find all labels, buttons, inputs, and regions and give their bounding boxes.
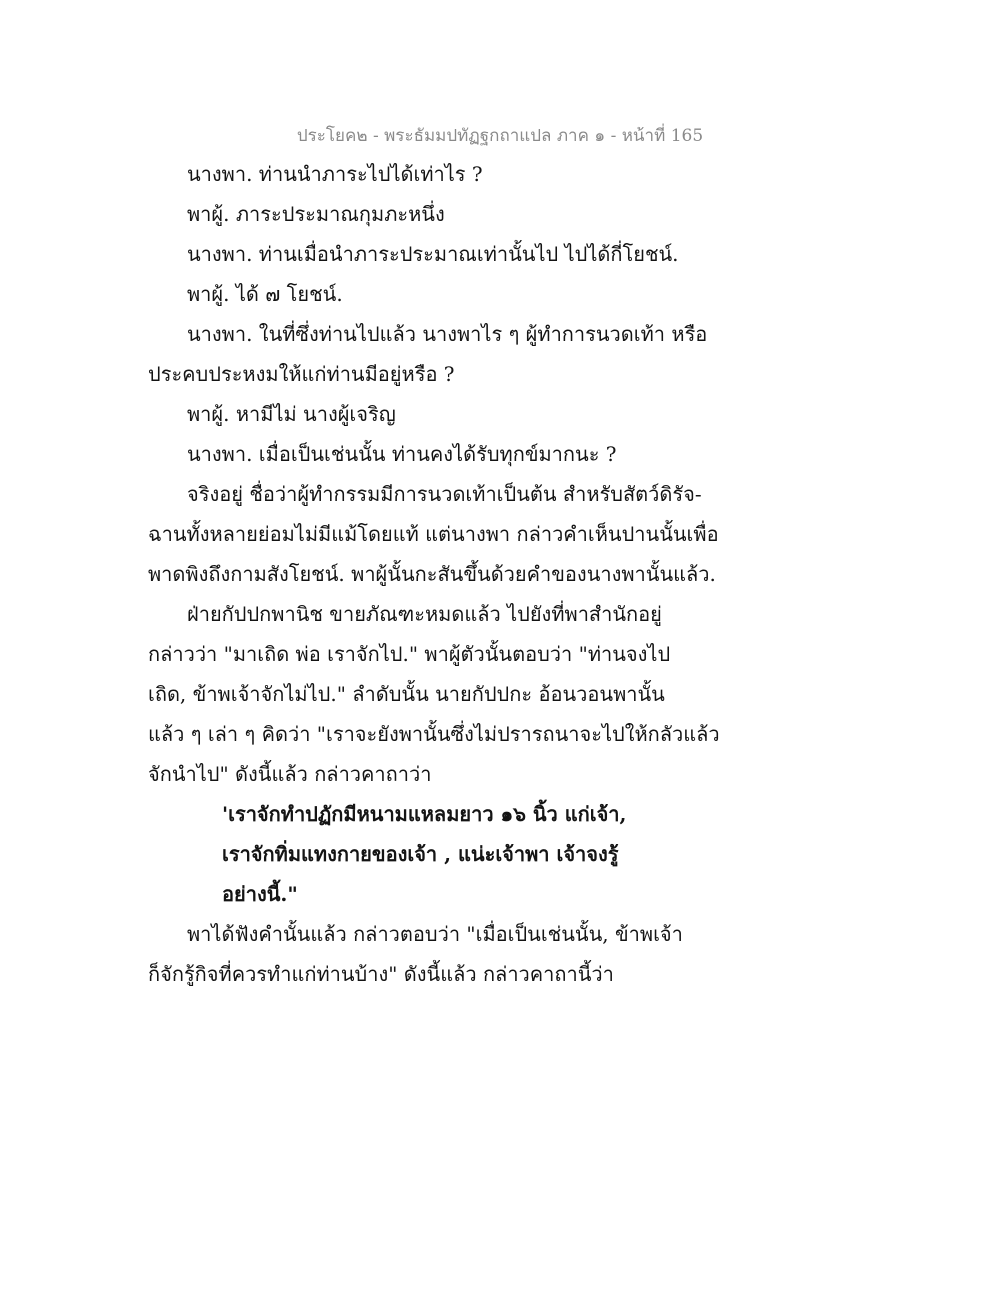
text-line-10: ฉานทั้งหลายย่อมไม่มีแม้โดยแท้ แต่นางพา กล่าวคำเห็นปานนั้นเพื่อ xyxy=(148,522,719,546)
page-header: ประโยค๒ - พระธัมมปทัฏฐกถาแปล ภาค ๑ - หน้าที่ 165 xyxy=(296,126,704,146)
closing-line-2: ก็จักรู้กิจที่ควรทำแก่ท่านบ้าง" ดังนี้แล้ว กล่าวคาถานี้ว่า xyxy=(148,962,614,986)
verse-line-1: 'เราจักทำปฏักมีหนามแหลมยาว ๑๖ นิ้ว แก่เจ้า, xyxy=(222,802,627,826)
verse-line-2: เราจักทิ่มแทงกายของเจ้า , แน่ะเจ้าพา เจ้าจงรู้ xyxy=(222,842,619,866)
verse-line-3: อย่างนี้." xyxy=(222,882,298,906)
text-line-3: นางพา. ท่านเมื่อนำภาระประมาณเท่านั้นไป ไปได้กี่โยชน์. xyxy=(187,242,679,266)
text-line-14: เถิด, ข้าพเจ้าจักไม่ไป." ลำดับนั้น นายกัปปกะ อ้อนวอนพานั้น xyxy=(148,682,665,706)
closing-line-1: พาได้ฟังคำนั้นแล้ว กล่าวตอบว่า "เมื่อเป็นเช่นนั้น, ข้าพเจ้า xyxy=(187,922,683,946)
text-line-16: จักนำไป" ดังนี้แล้ว กล่าวคาถาว่า xyxy=(148,762,432,786)
text-line-13: กล่าวว่า "มาเถิด พ่อ เราจักไป." พาผู้ตัวนั้นตอบว่า "ท่านจงไป xyxy=(148,642,671,666)
text-line-2: พาผู้. ภาระประมาณกุมภะหนึ่ง xyxy=(187,202,445,226)
text-line-1: นางพา. ท่านนำภาระไปได้เท่าไร ? xyxy=(187,162,483,186)
text-line-7: พาผู้. หามีไม่ นางผู้เจริญ xyxy=(187,402,396,426)
text-line-5: นางพา. ในที่ซึ่งท่านไปแล้ว นางพาไร ๆ ผู้ทำการนวดเท้า หรือ xyxy=(187,322,708,346)
text-line-6: ประคบประหงมให้แก่ท่านมีอยู่หรือ ? xyxy=(148,362,455,386)
text-line-15: แล้ว ๆ เล่า ๆ คิดว่า "เราจะยังพานั้นซึ่งไม่ปรารถนาจะไปให้กลัวแล้ว xyxy=(148,722,720,746)
text-line-8: นางพา. เมื่อเป็นเช่นนั้น ท่านคงได้รับทุกข์มากนะ ? xyxy=(187,442,617,466)
text-line-12: ฝ่ายกัปปกพานิช ขายภัณฑะหมดแล้ว ไปยังที่พาสำนักอยู่ xyxy=(187,602,662,626)
text-line-11: พาดพิงถึงกามสังโยชน์. พาผู้นั้นกะสันขึ้นด้วยคำของนางพานั้นแล้ว. xyxy=(148,562,716,586)
text-line-9: จริงอยู่ ชื่อว่าผู้ทำกรรมมีการนวดเท้าเป็นต้น สำหรับสัตว์ดิรัจ- xyxy=(187,482,702,506)
text-line-4: พาผู้. ได้ ๗ โยชน์. xyxy=(187,282,343,306)
